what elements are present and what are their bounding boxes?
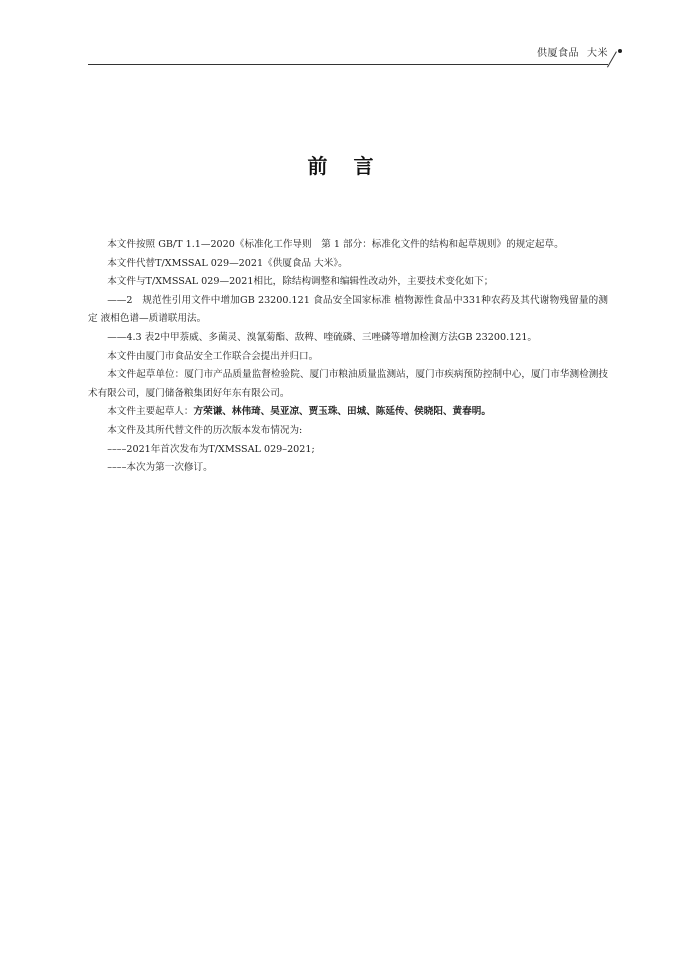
paragraph-drafting-units: 本文件起草单位：厦门市产品质量监督检验院、厦门市粮油质量监测站，厦门市疾病预防控制中心，厦门市华测检测技术有限公司，厦门储备粮集团好年东有限公司。 — [88, 369, 608, 399]
drafters-label: 本文件主要起草人： — [107, 406, 194, 418]
foreword-body — [88, 236, 608, 478]
paragraph-history-intro: 本文件及其所代替文件的历次版本发布情况为: — [107, 424, 303, 436]
header-series: 供厦食品 — [537, 48, 579, 59]
paragraph-drafting-rules: 本文件按照 GB/T 1.1—2020《标准化工作导则 第 1 部分：标准化文件的结构和起草规则》的规定起草。 — [107, 239, 564, 250]
paragraph-proposer: 本文件由厦门市食品安全工作联合会提出并归口。 — [107, 350, 319, 362]
paragraph-history-first: ––––2021年首次发布为T/XMSSAL 029–2021; — [107, 443, 315, 455]
page-title: 前言 — [307, 154, 400, 178]
drafters-names: 方荣谦、林伟琦、吴亚凉、贾玉珠、田城、陈延传、侯晓阳、黄春明。 — [193, 406, 491, 418]
running-header — [88, 36, 624, 66]
paragraph-change-item-2: ——4.3 表2中甲萘威、多菌灵、溴氰菊酯、敌稗、喹硫磷、三唑磷等增加检测方法GB 23200.121。 — [107, 331, 538, 343]
paragraph-change-item-1: ——2 规范性引用文件中增加GB 23200.121 食品安全国家标准 植物源性食品中331种农药及其代谢物残留量的测定 液相色谱—质谱联用法。 — [88, 294, 608, 325]
header-dot-decoration — [618, 49, 622, 53]
header-product: 大米 — [587, 48, 608, 59]
header-slash-decoration — [607, 51, 617, 67]
header-title — [537, 44, 608, 59]
paragraph-replaces: 本文件代替T/XMSSAL 029—2021《供厦食品 大米》。 — [107, 257, 348, 269]
paragraph-changes-intro: 本文件与T/XMSSAL 029—2021相比，除结构调整和编辑性改动外，主要技术变化如下； — [107, 276, 494, 288]
paragraph-history-current: ––––本次为第一次修订。 — [107, 462, 213, 474]
header-rule — [88, 64, 608, 65]
paragraph-drafters — [88, 403, 608, 422]
